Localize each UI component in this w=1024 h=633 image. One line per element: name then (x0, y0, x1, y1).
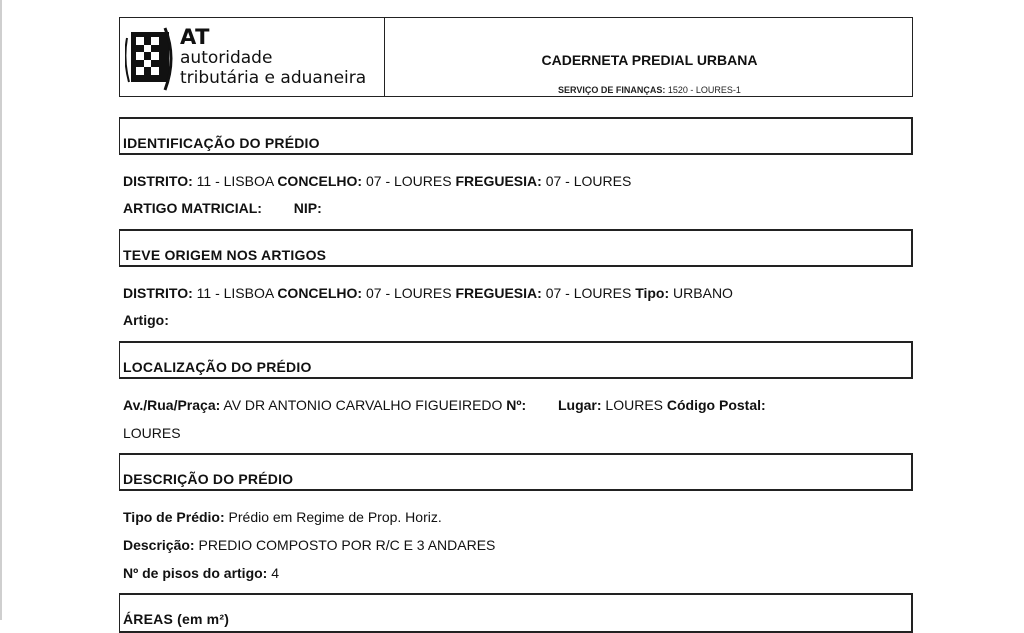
section-title-descricao: DESCRIÇÃO DO PRÉDIO (123, 471, 294, 487)
origem-distrito-value: 11 - LISBOA (196, 285, 274, 301)
section-title-localizacao: LOCALIZAÇÃO DO PRÉDIO (123, 359, 312, 375)
origem-concelho-value: 07 - LOURES (365, 285, 452, 301)
identificacao-localizacao-line (123, 173, 631, 189)
section-title-identificacao: IDENTIFICAÇÃO DO PRÉDIO (123, 135, 320, 151)
section-areas (119, 593, 913, 633)
servico-label: SERVIÇO DE FINANÇAS: (558, 85, 666, 95)
section-title-areas: ÁREAS (em m²) (123, 611, 230, 627)
codigo-postal-label: Código Postal: (666, 397, 766, 413)
localizacao-cidade-line (123, 425, 181, 441)
descricao-label: Descrição: (123, 537, 195, 553)
origem-localizacao-line (123, 285, 733, 301)
at-emblem-icon (125, 24, 177, 94)
origem-tipo-value: URBANO (673, 285, 733, 301)
pisos-line (123, 565, 279, 581)
logo-at-text: AT (180, 25, 210, 49)
section-descricao (119, 453, 913, 491)
tipo-predio-label: Tipo de Prédio: (123, 509, 225, 525)
origem-tipo-label: Tipo: (635, 285, 670, 301)
localizacao-morada-line (123, 397, 830, 413)
lugar-label: Lugar: (557, 397, 602, 413)
distrito-label: DISTRITO: (123, 173, 193, 189)
page-edge (0, 0, 2, 620)
at-logo (125, 24, 380, 94)
servico-financas (385, 85, 914, 95)
origem-freguesia-value: 07 - LOURES (545, 285, 632, 301)
tipo-predio-line (123, 509, 442, 525)
section-identificacao (119, 117, 913, 155)
rua-label: Av./Rua/Praça: (123, 397, 221, 413)
servico-value: 1520 - LOURES-1 (667, 85, 741, 95)
rua-value: AV DR ANTONIO CARVALHO FIGUEIREDO (223, 397, 503, 413)
freguesia-label: FREGUESIA: (455, 173, 542, 189)
descricao-value: PREDIO COMPOSTO POR R/C E 3 ANDARES (198, 537, 496, 553)
artigo-matricial-label: ARTIGO MATRICIAL: (123, 200, 262, 216)
descricao-line (123, 537, 495, 553)
tipo-predio-value: Prédio em Regime de Prop. Horiz. (228, 509, 442, 525)
section-origem (119, 229, 913, 267)
concelho-label: CONCELHO: (277, 173, 363, 189)
document-header (119, 17, 913, 97)
logo-line-1: autoridade (180, 48, 273, 68)
document-title: CADERNETA PREDIAL URBANA (541, 52, 758, 68)
distrito-value: 11 - LISBOA (196, 173, 274, 189)
section-title-origem: TEVE ORIGEM NOS ARTIGOS (123, 247, 327, 263)
lugar-value: LOURES (605, 397, 663, 413)
logo-line-2: tributária e aduaneira (180, 68, 367, 88)
origem-artigo-line (123, 312, 169, 328)
origem-freguesia-label: FREGUESIA: (455, 285, 542, 301)
origem-concelho-label: CONCELHO: (277, 285, 363, 301)
artigo-matricial-line (123, 200, 322, 216)
pisos-value: 4 (271, 565, 280, 581)
nip-label: NIP: (293, 200, 322, 216)
section-localizacao (119, 341, 913, 379)
numero-label: Nº: (506, 397, 527, 413)
origem-distrito-label: DISTRITO: (123, 285, 193, 301)
freguesia-value: 07 - LOURES (545, 173, 632, 189)
pisos-label: Nº de pisos do artigo: (123, 565, 268, 581)
cidade-value: LOURES (123, 425, 181, 441)
origem-artigo-label: Artigo: (123, 312, 169, 328)
concelho-value: 07 - LOURES (365, 173, 452, 189)
